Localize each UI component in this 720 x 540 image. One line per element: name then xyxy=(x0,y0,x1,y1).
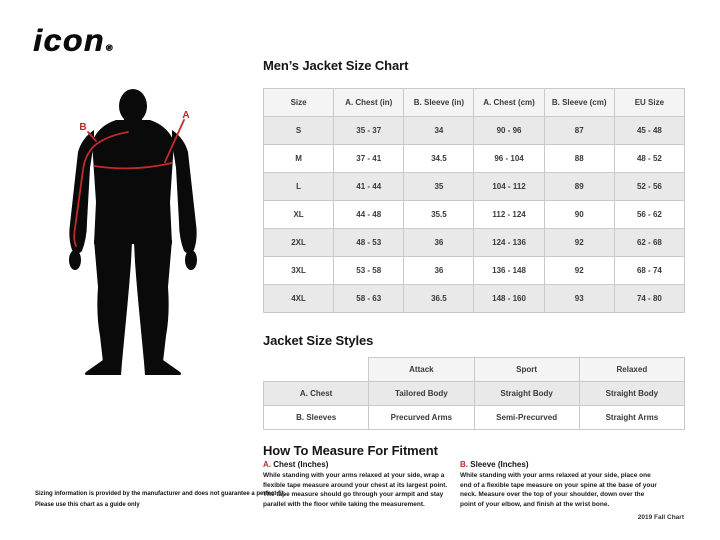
column-header: B. Sleeve (cm) xyxy=(544,89,614,117)
table-row xyxy=(264,145,685,173)
silhouette-right-hand xyxy=(185,250,197,270)
chart-version: 2019 Fall Chart xyxy=(637,514,684,521)
table-cell: Straight Arms xyxy=(579,406,684,430)
table-cell: L xyxy=(264,173,334,201)
table-cell: 58 - 63 xyxy=(334,285,404,313)
table-cell: 36 xyxy=(404,229,474,257)
table-cell: 35.5 xyxy=(404,201,474,229)
table-cell: 74 - 80 xyxy=(614,285,684,313)
table-cell: 124 - 136 xyxy=(474,229,544,257)
chart-content-column xyxy=(263,0,685,540)
table-cell: B. Sleeves xyxy=(264,406,369,430)
icon-logo xyxy=(33,23,112,58)
table-cell: 112 - 124 xyxy=(474,201,544,229)
column-header: Relaxed xyxy=(579,358,684,382)
measure-letter-a: A. xyxy=(263,460,271,469)
silhouette-left-leg xyxy=(94,240,132,362)
column-header: A. Chest (in) xyxy=(334,89,404,117)
table-cell: S xyxy=(264,117,334,145)
table-cell: 104 - 112 xyxy=(474,173,544,201)
table-cell: 92 xyxy=(544,229,614,257)
table-cell: 89 xyxy=(544,173,614,201)
column-header: Sport xyxy=(474,358,579,382)
size-chart-title: Men’s Jacket Size Chart xyxy=(263,58,409,73)
silhouette-left-hand xyxy=(69,250,81,270)
header-row xyxy=(264,358,685,382)
table-cell: 48 - 52 xyxy=(614,145,684,173)
measure-instructions-sleeve xyxy=(460,460,660,509)
table-cell: 35 - 37 xyxy=(334,117,404,145)
silhouette-right-leg xyxy=(134,240,172,362)
disclaimer xyxy=(35,489,285,510)
table-cell: 62 - 68 xyxy=(614,229,684,257)
silhouette-right-arm xyxy=(172,130,197,253)
table-row xyxy=(264,201,685,229)
column-header xyxy=(264,358,369,382)
table-cell: 136 - 148 xyxy=(474,257,544,285)
measure-heading-chest-text: Chest (Inches) xyxy=(273,460,329,469)
table-row xyxy=(264,406,685,430)
table-cell: 36 xyxy=(404,257,474,285)
measure-body-chest: While standing with your arms relaxed at your side, wrap a flexible tape measure around your chest at its largest point. The tape measure should go through your armpit and stay parallel with the floor while taking the measurement. xyxy=(263,472,448,508)
measure-title: How To Measure For Fitment xyxy=(263,443,438,458)
table-cell: 34.5 xyxy=(404,145,474,173)
column-header: Attack xyxy=(369,358,474,382)
table-cell: 148 - 160 xyxy=(474,285,544,313)
measure-heading-chest xyxy=(263,460,453,469)
table-cell: 52 - 56 xyxy=(614,173,684,201)
table-cell: 90 - 96 xyxy=(474,117,544,145)
size-chart-table xyxy=(263,88,685,313)
measure-heading-sleeve-text: Sleeve (Inches) xyxy=(470,460,529,469)
table-cell: 68 - 74 xyxy=(614,257,684,285)
column-header: A. Chest (cm) xyxy=(474,89,544,117)
table-cell: 92 xyxy=(544,257,614,285)
measure-heading-sleeve xyxy=(460,460,660,469)
disclaimer-line2: Please use this chart as a guide only xyxy=(35,501,140,508)
table-cell: 53 - 58 xyxy=(334,257,404,285)
table-cell: 3XL xyxy=(264,257,334,285)
table-cell: 4XL xyxy=(264,285,334,313)
table-cell: 93 xyxy=(544,285,614,313)
table-cell: 56 - 62 xyxy=(614,201,684,229)
table-cell: 37 - 41 xyxy=(334,145,404,173)
silhouette-left-foot xyxy=(85,360,122,375)
table-cell: 35 xyxy=(404,173,474,201)
table-cell: 34 xyxy=(404,117,474,145)
table-cell: 2XL xyxy=(264,229,334,257)
table-cell: A. Chest xyxy=(264,382,369,406)
column-header: B. Sleeve (in) xyxy=(404,89,474,117)
table-cell: 36.5 xyxy=(404,285,474,313)
table-cell: 96 - 104 xyxy=(474,145,544,173)
column-header: Size xyxy=(264,89,334,117)
table-cell: 45 - 48 xyxy=(614,117,684,145)
measure-body-sleeve: While standing with your arms relaxed at your side, place one end of a flexible tape measure on your spine at the base of your neck. Measure over the top of your shoulder, down over the point of your elbow, and finish at the wrist bone. xyxy=(460,472,657,508)
male-silhouette-figure xyxy=(28,82,248,382)
table-cell: 87 xyxy=(544,117,614,145)
table-row xyxy=(264,117,685,145)
silhouette-right-foot xyxy=(144,360,181,375)
table-cell: XL xyxy=(264,201,334,229)
styles-title: Jacket Size Styles xyxy=(263,333,374,348)
styles-table xyxy=(263,357,685,430)
measure-letter-b: B. xyxy=(460,460,468,469)
figure-label-b: B xyxy=(79,122,87,133)
table-cell: 48 - 53 xyxy=(334,229,404,257)
table-cell: Semi-Precurved xyxy=(474,406,579,430)
figure-label-a: A xyxy=(182,110,190,121)
measure-instructions-chest xyxy=(263,460,453,509)
table-cell: Straight Body xyxy=(579,382,684,406)
registered-mark-icon: ® xyxy=(105,42,113,53)
table-cell: M xyxy=(264,145,334,173)
table-cell: 88 xyxy=(544,145,614,173)
table-cell: Precurved Arms xyxy=(369,406,474,430)
table-row xyxy=(264,173,685,201)
silhouette-left-arm xyxy=(69,130,94,253)
measure-instructions xyxy=(263,460,660,509)
table-cell: 44 - 48 xyxy=(334,201,404,229)
table-cell: 90 xyxy=(544,201,614,229)
header-row xyxy=(264,89,685,117)
table-cell: 41 - 44 xyxy=(334,173,404,201)
table-row xyxy=(264,285,685,313)
icon-logo-text: icon xyxy=(33,22,105,58)
disclaimer-line1: Sizing information is provided by the manufacturer and does not guarantee a perfect fit. xyxy=(35,491,286,497)
table-cell: Straight Body xyxy=(474,382,579,406)
column-header: EU Size xyxy=(614,89,684,117)
table-cell: Tailored Body xyxy=(369,382,474,406)
table-row xyxy=(264,229,685,257)
table-row xyxy=(264,382,685,406)
table-row xyxy=(264,257,685,285)
